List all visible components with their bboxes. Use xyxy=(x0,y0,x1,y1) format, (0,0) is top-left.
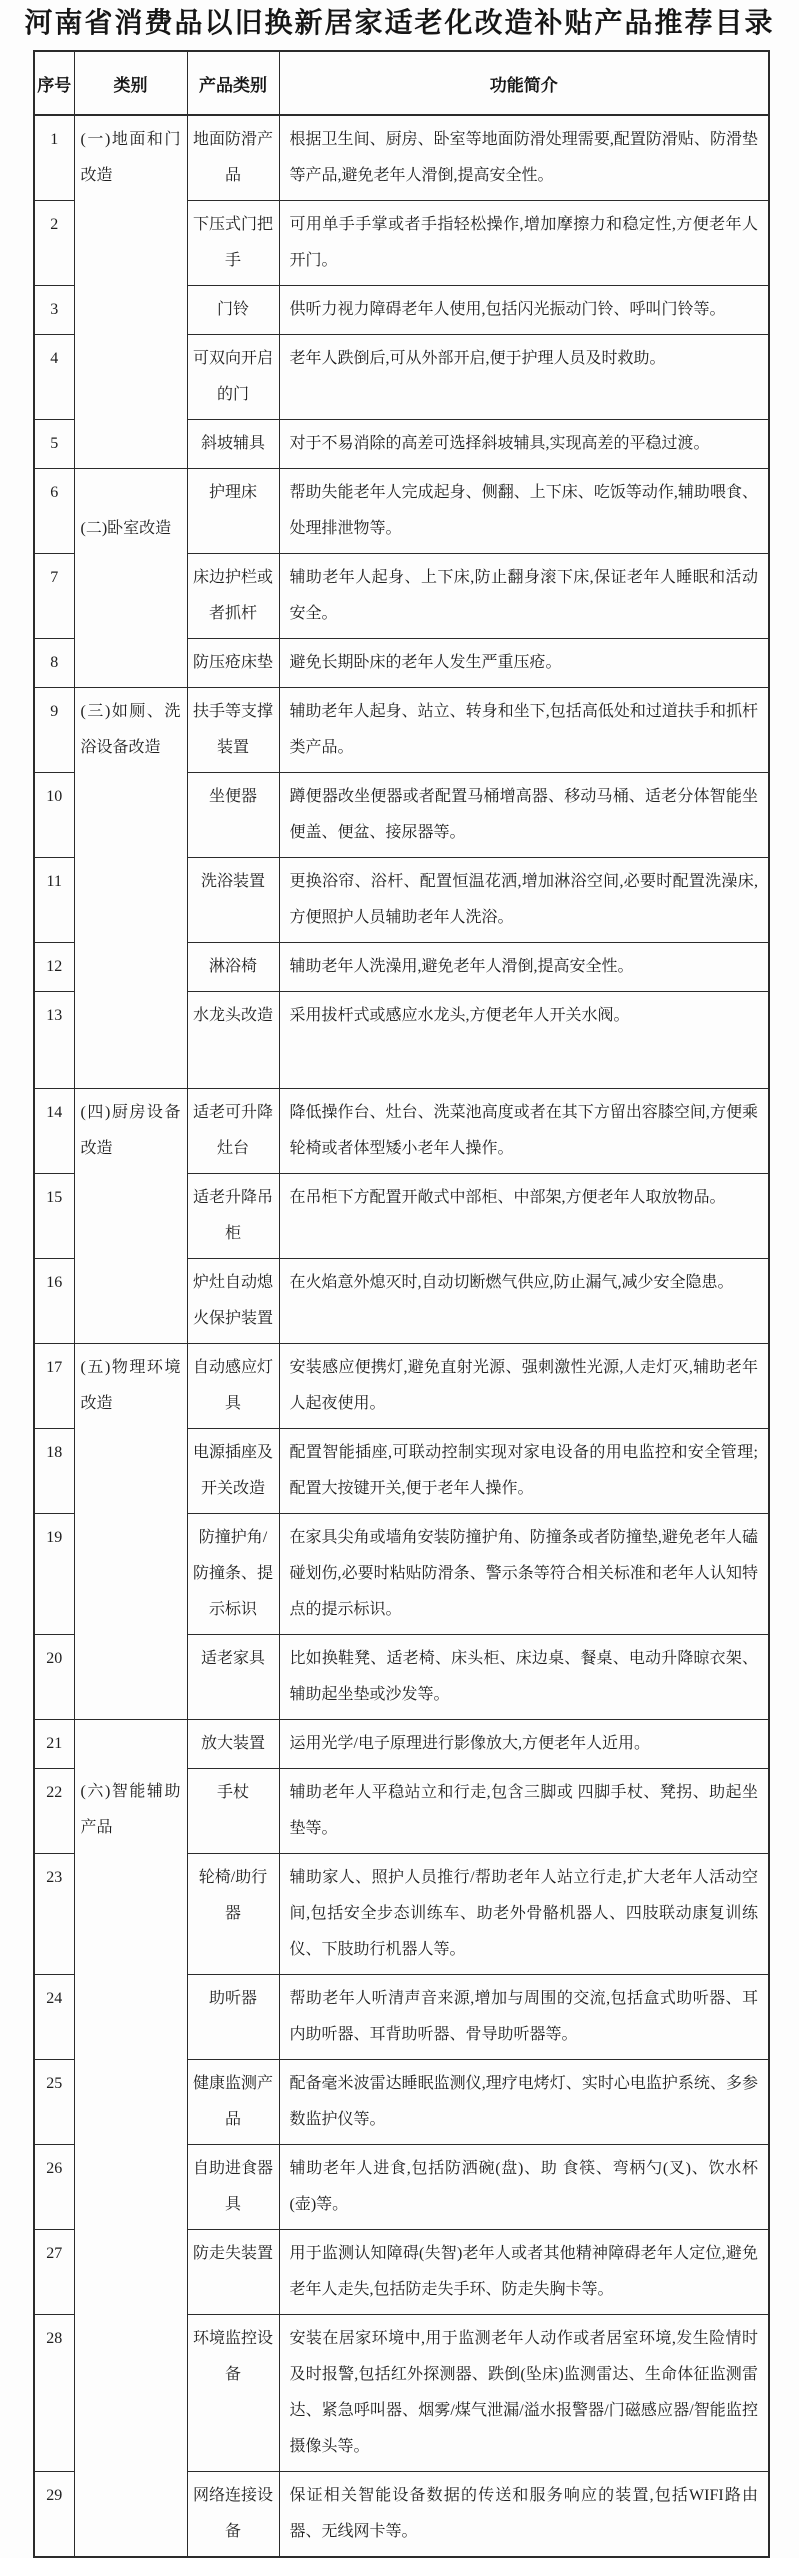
desc-cell: 避免长期卧床的老年人发生严重压疮。 xyxy=(279,639,769,688)
product-cell: 下压式门把手 xyxy=(187,201,279,286)
product-cell: 可双向开启的门 xyxy=(187,335,279,420)
product-cell: 轮椅/助行器 xyxy=(187,1854,279,1975)
desc-cell: 配备毫米波雷达睡眠监测仪,理疗电烤灯、实时心电监护系统、多参数监护仪等。 xyxy=(279,2060,769,2145)
product-cell: 适老可升降灶台 xyxy=(187,1089,279,1174)
desc-cell: 更换浴帘、浴杆、配置恒温花洒,增加淋浴空间,必要时配置洗澡床,方便照护人员辅助老年人洗浴。 xyxy=(279,858,769,943)
row-number-cell: 22 xyxy=(34,1769,74,1854)
desc-cell: 蹲便器改坐便器或者配置马桶增高器、移动马桶、适老分体智能坐便盖、便盆、接尿器等。 xyxy=(279,773,769,858)
product-cell: 适老家具 xyxy=(187,1635,279,1720)
product-cell: 防压疮床垫 xyxy=(187,639,279,688)
table-header-row xyxy=(34,51,769,115)
desc-cell: 可用单手手掌或者手指轻松操作,增加摩擦力和稳定性,方便老年人开门。 xyxy=(279,201,769,286)
row-number-cell: 4 xyxy=(34,335,74,420)
row-number-cell: 17 xyxy=(34,1344,74,1429)
product-cell: 扶手等支撑装置 xyxy=(187,688,279,773)
row-number-cell: 9 xyxy=(34,688,74,773)
desc-cell: 安装在居家环境中,用于监测老年人动作或者居室环境,发生险情时及时报警,包括红外探测器、跌倒(坠床)监测雷达、生命体征监测雷达、紧急呼叫器、烟雾/煤气泄漏/溢水报警器/门磁感应器/智能监控摄像头等。 xyxy=(279,2315,769,2472)
product-cell: 斜坡辅具 xyxy=(187,420,279,469)
category-cell: (二)卧室改造 xyxy=(74,469,187,688)
desc-cell: 辅助老年人平稳站立和行走,包含三脚或 四脚手杖、凳拐、助起坐垫等。 xyxy=(279,1769,769,1854)
category-cell: (四)厨房设备改造 xyxy=(74,1089,187,1344)
row-number-cell: 29 xyxy=(34,2472,74,2558)
product-cell: 防撞护角/防撞条、提示标识 xyxy=(187,1514,279,1635)
row-number-cell: 15 xyxy=(34,1174,74,1259)
table-row xyxy=(34,115,769,201)
row-number-cell: 16 xyxy=(34,1259,74,1344)
product-cell: 炉灶自动熄火保护装置 xyxy=(187,1259,279,1344)
product-cell: 助听器 xyxy=(187,1975,279,2060)
row-number-cell: 20 xyxy=(34,1635,74,1720)
row-number-cell: 23 xyxy=(34,1854,74,1975)
product-cell: 电源插座及开关改造 xyxy=(187,1429,279,1514)
table-row xyxy=(34,1344,769,1429)
desc-cell: 根据卫生间、厨房、卧室等地面防滑处理需要,配置防滑贴、防滑垫等产品,避免老年人滑倒,提高安全性。 xyxy=(279,115,769,201)
desc-cell: 帮助失能老年人完成起身、侧翻、上下床、吃饭等动作,辅助喂食、处理排泄物等。 xyxy=(279,469,769,554)
product-cell: 洗浴装置 xyxy=(187,858,279,943)
desc-cell: 辅助老年人洗澡用,避免老年人滑倒,提高安全性。 xyxy=(279,943,769,992)
product-catalog-table xyxy=(33,50,770,2558)
row-number-cell: 1 xyxy=(34,115,74,201)
page-title: 河南省消费品以旧换新居家适老化改造补贴产品推荐目录 xyxy=(24,8,775,39)
product-cell: 自动感应灯具 xyxy=(187,1344,279,1429)
header-category: 类别 xyxy=(74,51,187,115)
row-number-cell: 5 xyxy=(34,420,74,469)
row-number-cell: 10 xyxy=(34,773,74,858)
category-cell: (六)智能辅助产品 xyxy=(74,1720,187,2558)
desc-cell: 安装感应便携灯,避免直射光源、强刺激性光源,人走灯灭,辅助老年人起夜使用。 xyxy=(279,1344,769,1429)
table-row xyxy=(34,688,769,773)
row-number-cell: 11 xyxy=(34,858,74,943)
desc-cell: 降低操作台、灶台、洗菜池高度或者在其下方留出容膝空间,方便乘轮椅或者体型矮小老年人操作。 xyxy=(279,1089,769,1174)
row-number-cell: 28 xyxy=(34,2315,74,2472)
desc-cell: 比如换鞋凳、适老椅、床头柜、床边桌、餐桌、电动升降晾衣架、辅助起坐垫或沙发等。 xyxy=(279,1635,769,1720)
product-cell: 健康监测产品 xyxy=(187,2060,279,2145)
desc-cell: 帮助老年人听清声音来源,增加与周围的交流,包括盒式助听器、耳内助听器、耳背助听器、骨导助听器等。 xyxy=(279,1975,769,2060)
product-cell: 放大装置 xyxy=(187,1720,279,1769)
row-number-cell: 13 xyxy=(34,992,74,1089)
category-cell: (一)地面和门改造 xyxy=(74,115,187,469)
category-cell: (五)物理环境改造 xyxy=(74,1344,187,1720)
row-number-cell: 12 xyxy=(34,943,74,992)
product-cell: 环境监控设备 xyxy=(187,2315,279,2472)
desc-cell: 采用拔杆式或感应水龙头,方便老年人开关水阀。 xyxy=(279,992,769,1089)
table-body xyxy=(34,115,769,2557)
desc-cell: 在火焰意外熄灭时,自动切断燃气供应,防止漏气,减少安全隐患。 xyxy=(279,1259,769,1344)
table-row xyxy=(34,469,769,554)
desc-cell: 配置智能插座,可联动控制实现对家电设备的用电监控和安全管理;配置大按键开关,便于老年人操作。 xyxy=(279,1429,769,1514)
row-number-cell: 6 xyxy=(34,469,74,554)
desc-cell: 辅助老年人起身、站立、转身和坐下,包括高低处和过道扶手和抓杆类产品。 xyxy=(279,688,769,773)
desc-cell: 辅助老年人起身、上下床,防止翻身滚下床,保证老年人睡眠和活动安全。 xyxy=(279,554,769,639)
row-number-cell: 25 xyxy=(34,2060,74,2145)
desc-cell: 辅助家人、照护人员推行/帮助老年人站立行走,扩大老年人活动空间,包括安全步态训练车、助老外骨骼机器人、四肢联动康复训练仪、下肢助行机器人等。 xyxy=(279,1854,769,1975)
row-number-cell: 7 xyxy=(34,554,74,639)
product-cell: 自助进食器具 xyxy=(187,2145,279,2230)
product-cell: 手杖 xyxy=(187,1769,279,1854)
row-number-cell: 27 xyxy=(34,2230,74,2315)
table-row xyxy=(34,1089,769,1174)
desc-cell: 老年人跌倒后,可从外部开启,便于护理人员及时救助。 xyxy=(279,335,769,420)
product-cell: 适老升降吊柜 xyxy=(187,1174,279,1259)
row-number-cell: 26 xyxy=(34,2145,74,2230)
product-cell: 水龙头改造 xyxy=(187,992,279,1089)
row-number-cell: 8 xyxy=(34,639,74,688)
header-product: 产品类别 xyxy=(187,51,279,115)
header-no: 序号 xyxy=(34,51,74,115)
product-cell: 地面防滑产品 xyxy=(187,115,279,201)
header-desc: 功能简介 xyxy=(279,51,769,115)
desc-cell: 在家具尖角或墙角安装防撞护角、防撞条或者防撞垫,避免老年人磕碰划伤,必要时粘贴防滑条、警示条等符合相关标准和老年人认知特点的提示标识。 xyxy=(279,1514,769,1635)
product-cell: 护理床 xyxy=(187,469,279,554)
desc-cell: 对于不易消除的高差可选择斜坡辅具,实现高差的平稳过渡。 xyxy=(279,420,769,469)
product-cell: 淋浴椅 xyxy=(187,943,279,992)
desc-cell: 在吊柜下方配置开敞式中部柜、中部架,方便老年人取放物品。 xyxy=(279,1174,769,1259)
product-cell: 坐便器 xyxy=(187,773,279,858)
product-cell: 床边护栏或者抓杆 xyxy=(187,554,279,639)
desc-cell: 运用光学/电子原理进行影像放大,方便老年人近用。 xyxy=(279,1720,769,1769)
row-number-cell: 19 xyxy=(34,1514,74,1635)
category-cell: (三)如厕、洗浴设备改造 xyxy=(74,688,187,1089)
table-row xyxy=(34,1720,769,1769)
row-number-cell: 3 xyxy=(34,286,74,335)
row-number-cell: 24 xyxy=(34,1975,74,2060)
row-number-cell: 18 xyxy=(34,1429,74,1514)
row-number-cell: 14 xyxy=(34,1089,74,1174)
desc-cell: 供听力视力障碍老年人使用,包括闪光振动门铃、呼叫门铃等。 xyxy=(279,286,769,335)
product-cell: 门铃 xyxy=(187,286,279,335)
desc-cell: 保证相关智能设备数据的传送和服务响应的装置,包括WIFI路由器、无线网卡等。 xyxy=(279,2472,769,2558)
row-number-cell: 2 xyxy=(34,201,74,286)
product-cell: 防走失装置 xyxy=(187,2230,279,2315)
row-number-cell: 21 xyxy=(34,1720,74,1769)
product-cell: 网络连接设备 xyxy=(187,2472,279,2558)
desc-cell: 用于监测认知障碍(失智)老年人或者其他精神障碍老年人定位,避免老年人走失,包括防走失手环、防走失胸卡等。 xyxy=(279,2230,769,2315)
desc-cell: 辅助老年人进食,包括防洒碗(盘)、助 食筷、弯柄勺(叉)、饮水杯(壶)等。 xyxy=(279,2145,769,2230)
